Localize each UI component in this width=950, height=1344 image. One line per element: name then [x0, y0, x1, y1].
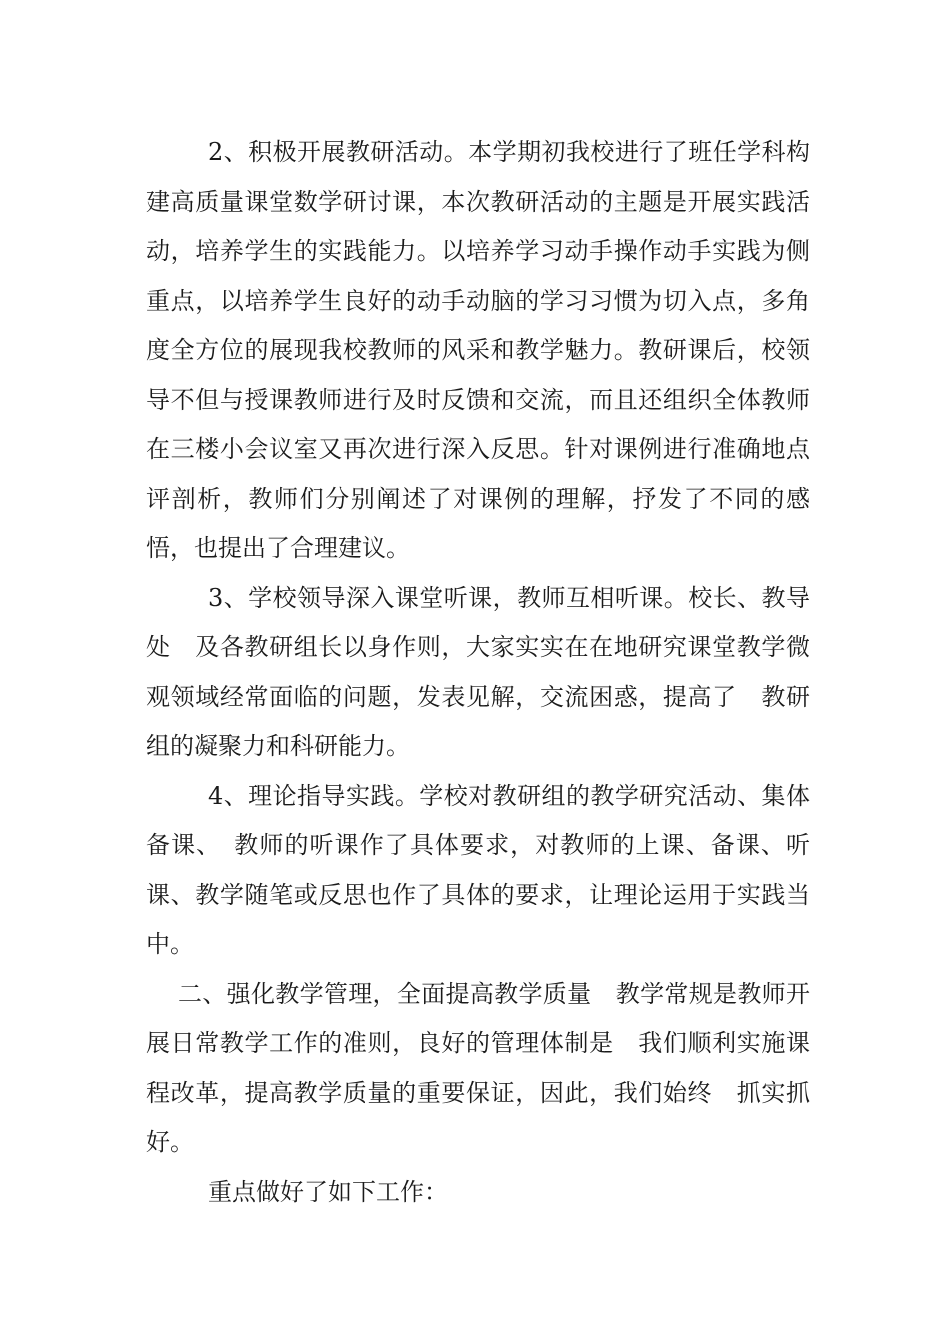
paragraph-class-observation: 3、学校领导深入课堂听课，教师互相听课。校长、教导处 及各教研组长以身作则，大家实实在在地研究课堂教学微观领域经常面临的问题，发表见解，交流困惑，提高了 教研组的凝聚力和科研能力。: [146, 583, 810, 760]
paragraph-key-work: 重点做好了如下工作：: [208, 1177, 448, 1206]
paragraph-teaching-research: 2、积极开展教研活动。本学期初我校进行了班任学科构建高质量课堂数学研讨课，本次教研活动的主题是开展实践活动，培养学生的实践能力。以培养学习动手操作动手实践为侧重点，以培养学生良好的动手动脑的学习习惯为切入点，多角度全方位的展现我校教师的风采和教学魅力。教研课后，校领导不但与授课教师进行及时反馈和交流，而且还组织全体教师在三楼小会议室又再次进行深入反思。针对课例进行准确地点评剖析，教师们分别阐述了对课例的理解，抒发了不同的感悟，也提出了合理建议。: [146, 138, 810, 562]
paragraph-teaching-management: 二、强化教学管理，全面提高教学质量 教学常规是教师开展日常教学工作的准则，良好的管理体制是 我们顺利实施课程改革，提高教学质量的重要保证，因此，我们始终 抓实抓好。: [146, 979, 810, 1156]
paragraph-theory-practice: 4、理论指导实践。学校对教研组的教学研究活动、集体备课、 教师的听课作了具体要求，对教师的上课、备课、听课、教学随笔或反思也作了具体的要求，让理论运用于实践当中。: [146, 781, 810, 958]
document-body: [146, 128, 810, 1217]
